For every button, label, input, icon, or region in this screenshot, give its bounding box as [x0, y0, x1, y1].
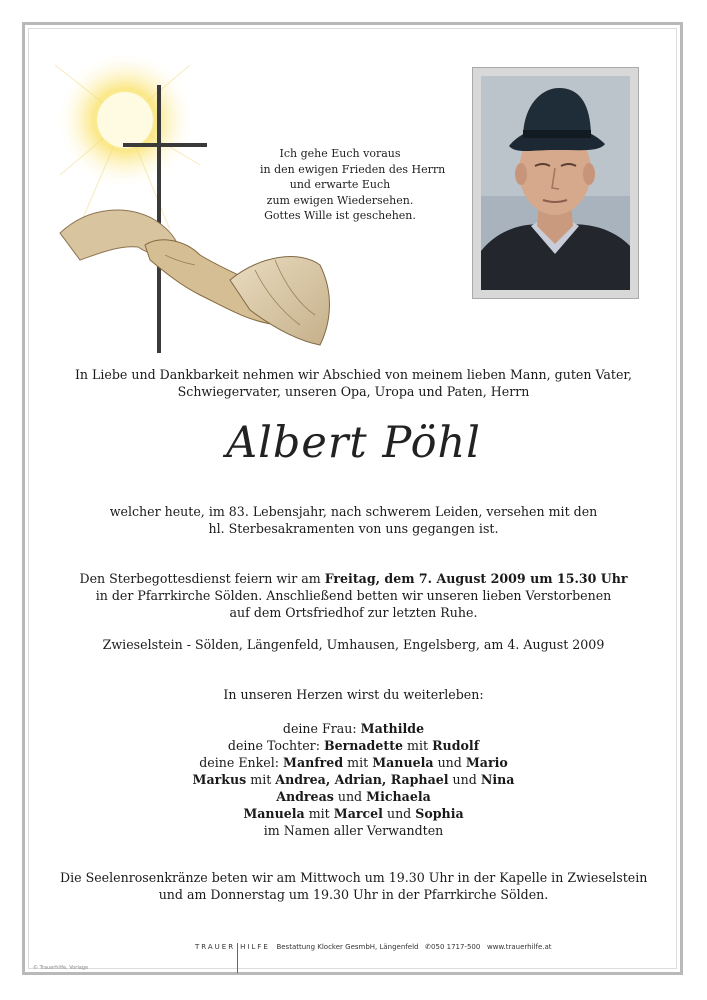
website-link[interactable]: www.trauerhilfe.at [487, 943, 552, 951]
intro-text [60, 366, 647, 400]
service-line-1 [60, 570, 647, 587]
family-line: Markus mit Andrea, Adrian, Raphael und Nina [192, 772, 515, 787]
phone-number: 050 1717-500 [431, 943, 481, 951]
death-line: welcher heute, im 83. Lebensjahr, nach schwerem Leiden, versehen mit den [109, 504, 598, 519]
deceased-name: Albert Pöhl [226, 418, 481, 468]
portrait-photo [481, 76, 630, 290]
family-line: Manuela mit Marcel und Sophia [243, 806, 464, 821]
rosary-line: und am Donnerstag um 19.30 Uhr in der Pfarrkirche Sölden. [158, 887, 549, 902]
footer [195, 943, 552, 973]
place-date: Zwieselstein - Sölden, Längenfeld, Umhausen, Engelsberg, am 4. August 2009 [102, 637, 605, 652]
intro-line: In Liebe und Dankbarkeit nehmen wir Abschied von meinem lieben Mann, guten Vater, [74, 367, 633, 382]
family-line: Andreas und Michaela [276, 789, 431, 804]
poem-line: und erwarte Euch [289, 178, 391, 192]
poem-line: in den ewigen Frieden des Herrn [260, 162, 446, 176]
sun-core [97, 92, 153, 148]
death-line: hl. Sterbesakramenten von uns gegangen ist. [208, 521, 499, 536]
logo-divider [237, 943, 238, 973]
rosary-line: Die Seelenrosenkränze beten wir am Mittwoch um 19.30 Uhr in der Kapelle in Zwieselstein [60, 870, 648, 885]
service-intro: Den Sterbegottesdienst feiern wir am [79, 571, 325, 586]
rosary-text [60, 869, 647, 903]
phone-icon: ✆ [425, 943, 432, 951]
service-line-3: auf dem Ortsfriedhof zur letzten Ruhe. [229, 605, 478, 620]
family-line: im Namen aller Verwandten [263, 823, 444, 838]
logo-trauer: TRAUER [195, 943, 236, 951]
intro-line: Schwiegervater, unseren Opa, Uropa und Paten, Herrn [177, 384, 530, 399]
death-text [60, 503, 647, 537]
poem-line: Ich gehe Euch voraus [279, 147, 401, 160]
poem-line: Gottes Wille ist geschehen. [264, 209, 416, 223]
cross-horizontal [123, 143, 207, 147]
family-line: deine Enkel: Manfred mit Manuela und Mario [199, 755, 508, 770]
poem [260, 146, 446, 224]
service-text [60, 570, 647, 621]
company-name: Bestattung Klocker GesmbH, Längenfeld [276, 943, 419, 951]
hearts-line: In unseren Herzen wirst du weiterleben: [223, 687, 484, 702]
cross-vertical [157, 85, 161, 353]
family-list [60, 720, 647, 839]
family-line: deine Frau: Mathilde [282, 721, 425, 736]
logo-hilfe: HILFE [240, 943, 270, 951]
poem-line: zum ewigen Wiedersehen. [266, 193, 414, 207]
service-line-2: in der Pfarrkirche Sölden. Anschließend betten wir unseren lieben Verstorbenen [95, 588, 612, 603]
copyright: © Trauerhilfe, Vorlage [33, 965, 89, 971]
service-date: Freitag, dem 7. August 2009 um 15.30 Uhr [324, 571, 628, 586]
family-line: deine Tochter: Bernadette mit Rudolf [227, 738, 480, 753]
